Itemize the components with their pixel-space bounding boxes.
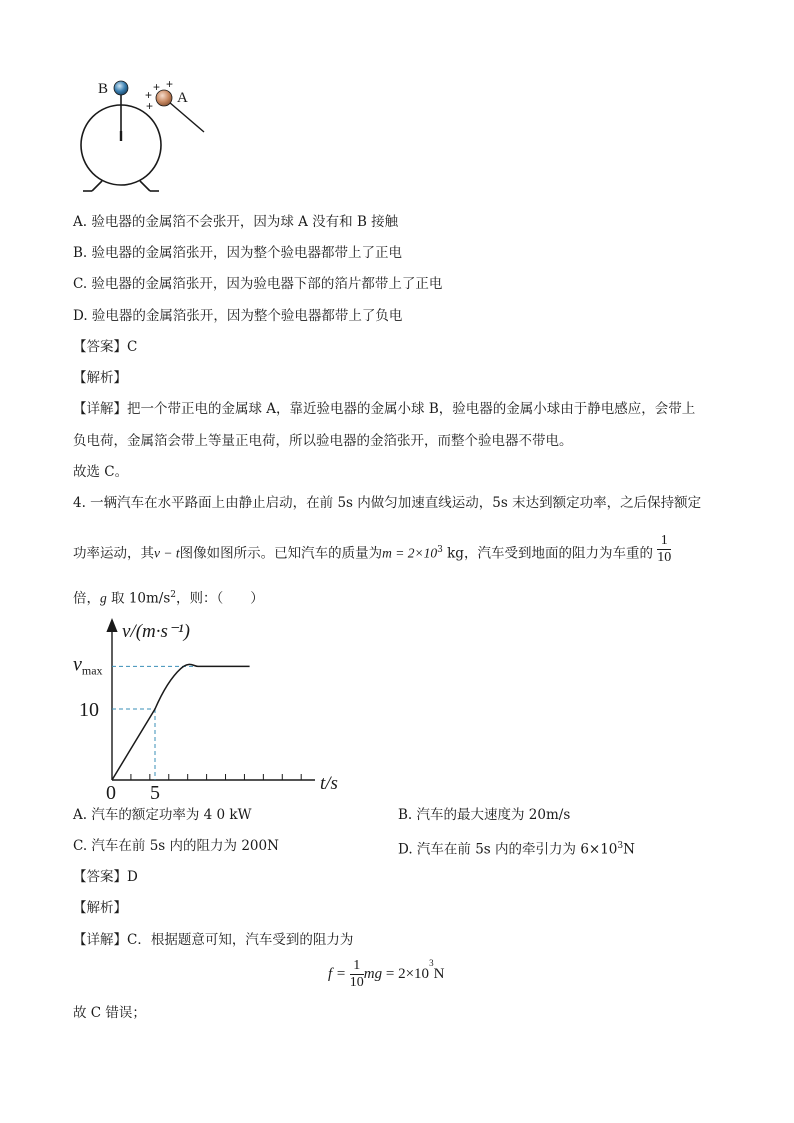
option-c: C. 验电器的金属箔张开，因为验电器下部的箔片都带上了正电 (73, 276, 443, 292)
question-4-line-2 (73, 532, 672, 566)
fraction-numerator: 1 (657, 533, 671, 550)
g-symbol: g (100, 590, 107, 606)
q4-option-a: A. 汽车的额定功率为 4 0 kW (73, 807, 252, 823)
option-d: D. 验电器的金属箔张开，因为整个验电器都带上了负电 (73, 308, 403, 324)
mass-unit: kg (442, 545, 464, 562)
detail-text: 【详解】把一个带正电的金属球 A，靠近验电器的金属小球 B，验电器的金属小球由于静电感应，会带上 (73, 401, 696, 417)
q4-analysis-label: 【解析】 (73, 900, 127, 916)
resistance-formula (328, 958, 444, 991)
q4-text: 取 10m/s (106, 590, 171, 607)
q4-answer-label: 【答案】D (73, 869, 138, 885)
formula-mg: mg (363, 966, 383, 983)
charge-sign: + (146, 99, 154, 113)
label-b: B (98, 81, 109, 97)
mass-expression: m = 2×10 (382, 545, 438, 561)
q4-option-d (398, 837, 635, 859)
y-tick-label-vmax (73, 653, 103, 677)
fraction (657, 533, 671, 566)
vt-symbol: v − t (154, 545, 180, 561)
vmax-subscript: max (81, 663, 103, 678)
q4-text: 图像如图所示。已知汽车的质量为 (179, 545, 383, 562)
formula-numerator: 1 (350, 958, 364, 975)
q4-option-d-unit: N (623, 841, 635, 858)
x-tick-label-0: 0 (106, 782, 116, 800)
x-axis-label: t/s (320, 773, 338, 794)
conclusion-text: 故选 C。 (73, 464, 129, 480)
charge-sign: + (145, 88, 153, 102)
metal-ball-b (114, 81, 128, 95)
analysis-label: 【解析】 (73, 370, 127, 386)
insulating-handle (169, 102, 204, 132)
q4-option-d-exponent: 3 (617, 841, 624, 851)
option-b: B. 验电器的金属箔张开，因为整个验电器都带上了正电 (73, 245, 403, 261)
q4-conclusion: 故 C 错误； (73, 1005, 146, 1021)
x-tick-label-5: 5 (150, 782, 160, 800)
electroscope-leg-right (140, 181, 150, 191)
velocity-curve (112, 664, 250, 780)
x-minor-ticks (131, 774, 301, 780)
charge-sign: + (153, 80, 161, 94)
question-4-line-1: 4. 一辆汽车在水平路面上由静止启动，在前 5s 内做匀加速直线运动，5s 末达到额定功率，之后保持额定 (73, 495, 702, 511)
q4-option-b: B. 汽车的最大速度为 20m/s (398, 807, 571, 823)
formula-fraction (350, 958, 364, 991)
q4-text: ，则：（ ） (176, 590, 264, 607)
formula-unit: N (433, 966, 445, 983)
charge-sign: + (166, 77, 174, 91)
formula-exponent: 3 (429, 958, 434, 968)
detail-text: 负电荷，金属箔会带上等量正电荷，所以验电器的金箔张开，而整个验电器不带电。 (73, 433, 573, 449)
answer-label: 【答案】C (73, 339, 138, 355)
q4-text: 倍， (73, 590, 100, 607)
vmax-v: v (73, 653, 82, 676)
q4-option-d-text: D. 汽车在前 5s 内的牵引力为 6×10 (398, 841, 618, 858)
question-4-line-3 (73, 586, 264, 608)
vt-chart (70, 615, 355, 800)
fraction-denominator: 10 (657, 549, 672, 565)
y-tick-label-10: 10 (79, 699, 99, 721)
formula-rhs: = 2×10 (382, 966, 430, 983)
q4-text: 功率运动，其 (73, 545, 154, 562)
g-exponent: 2 (170, 590, 177, 600)
mass-exponent: 3 (437, 545, 443, 555)
option-a: A. 验电器的金属箔不会张开，因为球 A 没有和 B 接触 (73, 214, 399, 230)
label-a: A (177, 90, 188, 106)
y-axis-label: v/(m·s⁻¹) (122, 621, 190, 642)
q4-option-c: C. 汽车在前 5s 内的阻力为 200N (73, 838, 279, 854)
formula-lhs: f = (328, 966, 347, 983)
q4-text: ，汽车受到地面的阻力为车重的 (463, 545, 653, 562)
electroscope-leg-left (92, 181, 102, 191)
electroscope-figure (78, 75, 213, 197)
q4-detail-text: 【详解】C．根据题意可知，汽车受到的阻力为 (73, 932, 354, 948)
formula-denominator: 10 (349, 975, 364, 991)
